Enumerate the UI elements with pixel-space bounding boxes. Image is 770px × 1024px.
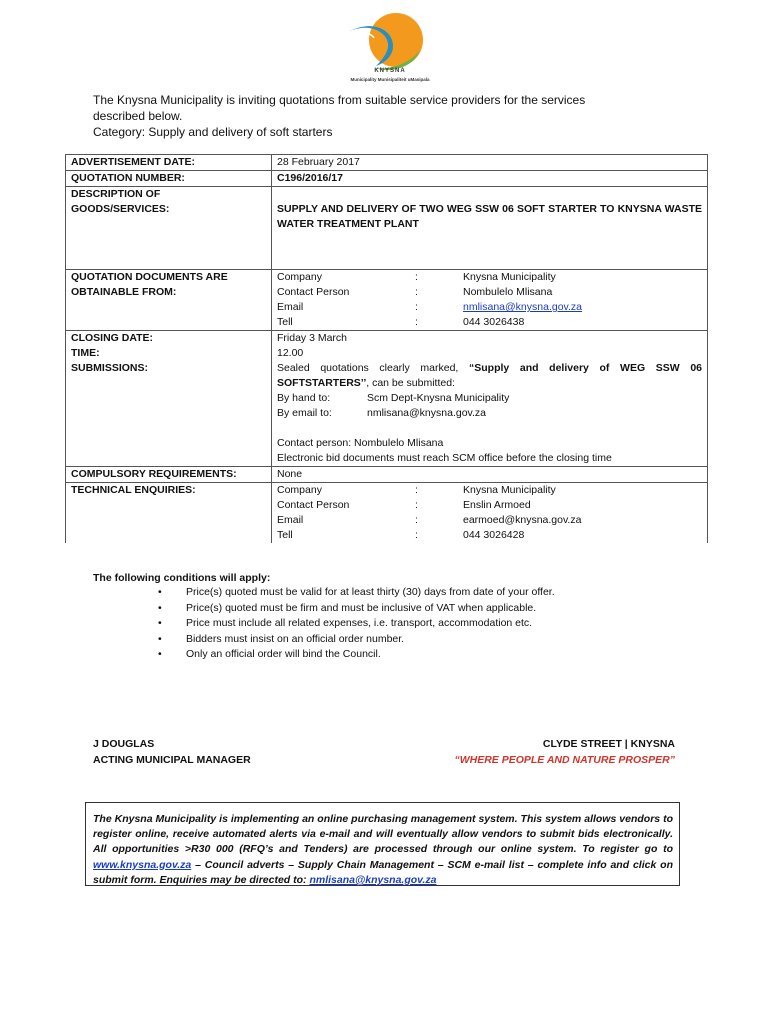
by-email-row [277,406,702,421]
docs-contact-key: Contact Person [277,286,350,298]
row-closing-date [66,331,708,347]
by-hand-value: Scm Dept-Knysna Municipality [367,392,510,404]
tech-contact-row [277,498,702,513]
description-label-line-1: DESCRIPTION OF [71,188,161,200]
row-advertisement-date [66,155,708,171]
colon: : [415,301,418,313]
docs-company-row [277,270,702,285]
submissions-contact-person: Contact person: Nombulelo Mlisana [277,437,444,449]
row-quotation-documents [66,270,708,331]
by-email-value: nmlisana@knysna.gov.za [367,407,487,419]
row-quotation-number [66,171,708,187]
row-time [66,346,708,361]
online-system-notice [85,802,680,886]
docs-tell-row [277,315,702,330]
tech-contact-value: Enslin Armoed [463,499,531,511]
description-label-line-2: GOODS/SERVICES: [71,203,170,215]
condition-item: • Price must include all related expenses, i.e. transport, accommodation etc. [150,616,555,632]
condition-item: • Only an official order will bind the Council. [150,647,555,663]
description-cell [272,187,708,270]
docs-company-key: Company [277,271,322,283]
docs-tell-key: Tell [277,316,293,328]
colon: : [415,271,418,283]
condition-item: • Price(s) quoted must be valid for at least thirty (30) days from date of your offer. [150,585,555,601]
condition-item: • Price(s) quoted must be firm and must be inclusive of VAT when applicable. [150,601,555,617]
knysna-logo-icon [330,10,450,86]
intro-line-2: described below. [93,109,183,123]
docs-contact-row [277,285,702,300]
intro-line-3: Category: Supply and delivery of soft starters [93,125,333,139]
colon: : [415,286,418,298]
quotation-documents-label: QUOTATION DOCUMENTS ARE OBTAINABLE FROM: [66,270,272,331]
submissions-pre: Sealed quotations clearly marked, [277,362,469,374]
tech-tell-row [277,528,702,543]
quotation-documents-contacts [272,270,708,331]
logo-name: KNYSNA [374,68,406,74]
closing-date-label: CLOSING DATE: [66,331,272,347]
compulsory-value: None [272,467,708,483]
tech-tell-value: 044 3026428 [463,529,525,541]
submissions-cell [272,361,708,467]
tech-email-row [277,513,702,528]
docs-tell-value: 044 3026438 [463,316,525,328]
intro-line-1: The Knysna Municipality is inviting quotations from suitable service providers for the services [93,93,586,107]
logo-subtitle: Municipality Munisipaliteit uMasipala [350,77,430,82]
submissions-text [277,361,702,391]
by-email-label: By email to: [277,407,332,419]
colon: : [415,316,418,328]
condition-item: • Bidders must insist on an official order number. [150,632,555,648]
row-compulsory [66,467,708,483]
docs-email-key: Email [277,301,304,313]
row-technical-enquiries [66,483,708,544]
quotation-details-table [65,154,708,543]
description-label [66,187,272,270]
description-value: SUPPLY AND DELIVERY OF TWO WEG SSW 06 SOFT STARTER TO KNYSNA WASTE WATER TREATMENT PLANT [277,203,702,230]
conditions-title: The following conditions will apply: [93,572,271,584]
signatory-name: J DOUGLAS [93,738,155,750]
address-line: CLYDE STREET | KNYSNA [542,738,675,750]
by-hand-label: By hand to: [277,392,331,404]
time-label: TIME: [66,346,272,361]
quotation-number-value: C196/2016/17 [272,171,708,187]
tech-email-value: earmoed@knysna.gov.za [463,514,582,526]
technical-enquiries-contacts [272,483,708,544]
submissions-electronic-note: Electronic bid documents must reach SCM office before the closing time [277,452,612,464]
address-block [440,737,675,768]
technical-enquiries-label: TECHNICAL ENQUIRIES: [66,483,272,544]
tech-contact-key: Contact Person [277,499,350,511]
advertisement-date-value: 28 February 2017 [272,155,708,171]
enquiries-email-link[interactable]: nmlisana@knysna.gov.za [309,873,437,886]
docs-email-link[interactable]: nmlisana@knysna.gov.za [463,301,583,313]
quotation-number-label: QUOTATION NUMBER: [66,171,272,187]
colon: : [415,514,418,526]
notice-text-2: – Council adverts – Supply Chain Management – SCM e-mail list – complete info and click on submit form. Enquiries may be directed to: [93,858,673,886]
conditions-list [150,585,555,663]
row-submissions [66,361,708,467]
docs-contact-value: Nombulelo Mlisana [463,286,553,298]
notice-text-1: The Knysna Municipality is implementing an online purchasing management system. This system allows vendors to register online, receive automated alerts via e-mail and will eventually allow vendors to submit bids electronically. All opportunities >R30 000 (RFQ’s and Tenders) are processed through our online system. To register go to [93,813,673,856]
submissions-post: , can be submitted: [366,377,455,389]
submissions-bold: “Supply and delivery of WEG SSW 06 SOFTSTARTERS’’ [277,362,703,389]
docs-email-row [277,300,702,315]
tech-company-value: Knysna Municipality [463,484,556,496]
colon: : [415,529,418,541]
by-hand-row [277,391,702,406]
website-link[interactable]: www.knysna.gov.za [93,858,192,871]
row-description [66,187,708,270]
tech-email-key: Email [277,514,304,526]
compulsory-label: COMPULSORY REQUIREMENTS: [66,467,272,483]
colon: : [415,499,418,511]
signatory-title: ACTING MUNICIPAL MANAGER [93,753,251,766]
intro-paragraph [93,92,653,140]
docs-company-value: Knysna Municipality [463,271,556,283]
colon: : [415,484,418,496]
tech-company-key: Company [277,484,322,496]
municipal-motto: “WHERE PEOPLE AND NATURE PROSPER” [454,753,675,766]
signatory-block [93,737,251,768]
submissions-label: SUBMISSIONS: [66,361,272,467]
closing-date-value: Friday 3 March [272,331,708,347]
advertisement-date-label: ADVERTISEMENT DATE: [66,155,272,171]
time-value: 12.00 [272,346,708,361]
tech-tell-key: Tell [277,529,293,541]
tech-company-row [277,483,702,498]
